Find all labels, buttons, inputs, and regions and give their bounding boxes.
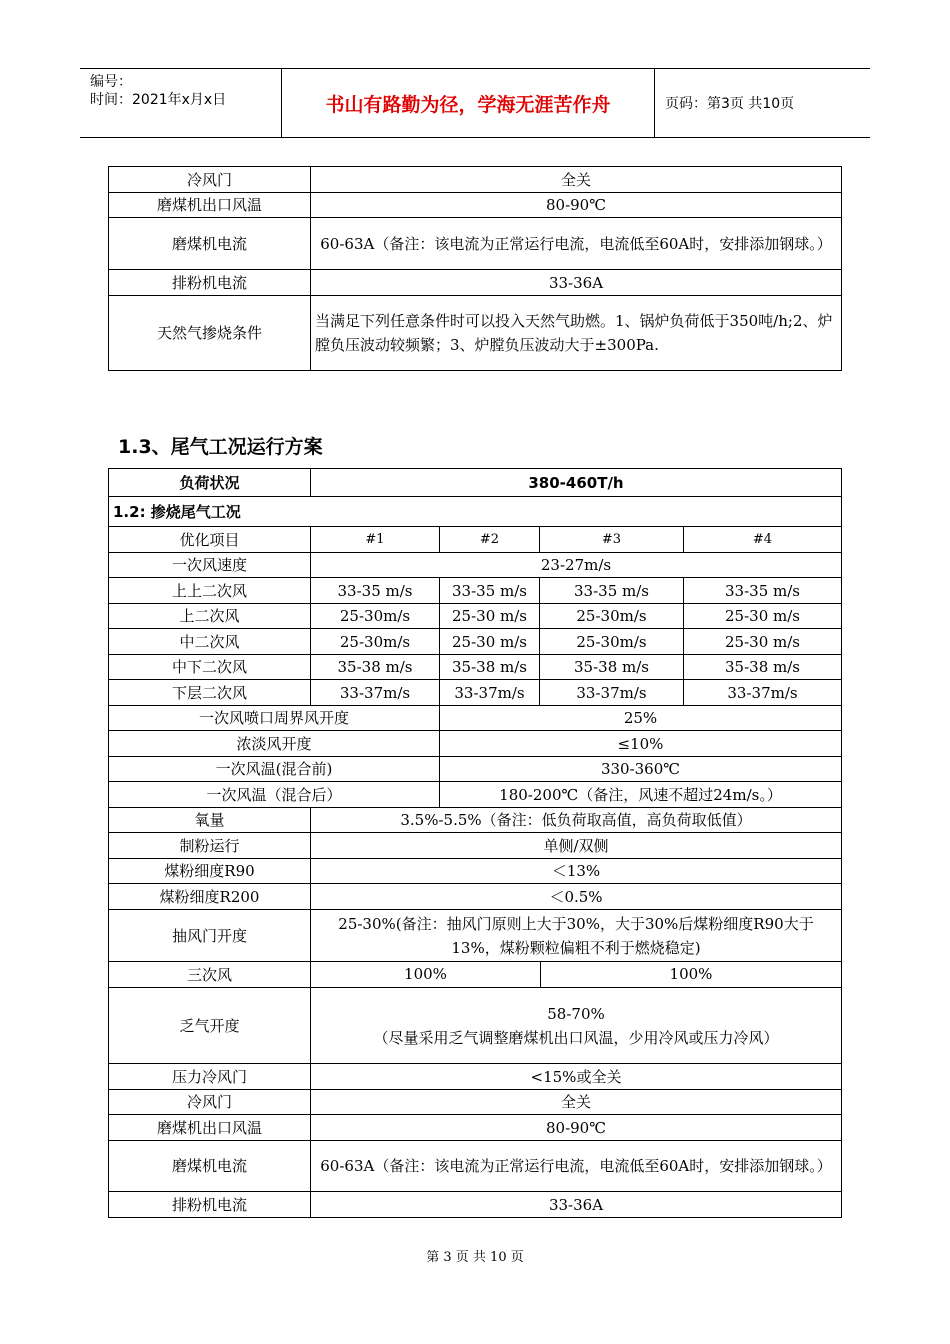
col-head: #1: [311, 527, 440, 553]
table-row: [109, 962, 842, 988]
row-value: 25%: [440, 706, 842, 731]
page-header: [80, 68, 870, 138]
table-row: [109, 731, 842, 757]
cell: 33-37m/s: [540, 680, 684, 706]
cell: 33-35 m/s: [440, 578, 540, 604]
sub-title: 1.2: 掺烧尾气工况: [109, 497, 842, 527]
table-row: [109, 988, 842, 1064]
table-row: [109, 1064, 842, 1090]
row-label: 排粉机电流: [109, 1192, 311, 1218]
table-row: [109, 218, 842, 270]
cell: 33-37m/s: [440, 680, 540, 706]
table-row: [109, 884, 842, 910]
table-row: [109, 1090, 842, 1115]
row-label: 磨煤机出口风温: [109, 193, 311, 218]
row-value: 3.5%-5.5%（备注：低负荷取高值，高负荷取低值）: [311, 808, 842, 833]
row-value: 23-27m/s: [311, 553, 842, 578]
row-label: 一次风喷口周界风开度: [109, 706, 440, 731]
table-row: [109, 604, 842, 629]
table-row: [109, 469, 842, 497]
table-row: [109, 296, 842, 371]
cell: 33-35 m/s: [540, 578, 684, 604]
table-row: [109, 910, 842, 962]
row-label: 天然气掺烧条件: [109, 296, 311, 371]
col-head: #2: [440, 527, 540, 553]
table-row: [109, 859, 842, 884]
load-label: 负荷状况: [109, 469, 311, 497]
cell: 33-35 m/s: [311, 578, 440, 604]
row-value: 180-200℃（备注，风速不超过24m/s。）: [440, 782, 842, 808]
row-label: 一次风速度: [109, 553, 311, 578]
cell: 25-30 m/s: [440, 604, 540, 629]
tertiary-right: 100%: [669, 965, 713, 983]
table-row: [109, 1141, 842, 1192]
col-head: 优化项目: [109, 527, 311, 553]
cell: 25-30m/s: [540, 629, 684, 655]
row-label: 一次风温（混合后）: [109, 782, 440, 808]
row-label: 冷风门: [109, 167, 311, 193]
table-row: [109, 167, 842, 193]
tertiary-left: 100%: [311, 962, 541, 987]
row-label: 排粉机电流: [109, 270, 311, 296]
row-label: 煤粉细度R90: [109, 859, 311, 884]
table-row: [109, 782, 842, 808]
row-value: 当满足下列任意条件时可以投入天然气助燃。1、锅炉负荷低于350吨/h;2、炉膛负压波动较频繁；3、炉膛负压波动大于±300Pa.: [311, 296, 842, 371]
row-label: 一次风温(混合前): [109, 757, 440, 782]
tertiary-split: [311, 962, 842, 988]
row-value: 58-70%: [547, 1004, 605, 1023]
cell: 25-30 m/s: [440, 629, 540, 655]
row-label: 下层二次风: [109, 680, 311, 706]
cell: 25-30m/s: [540, 604, 684, 629]
table-row: [109, 1115, 842, 1141]
row-value-multi: [311, 988, 842, 1064]
table-row: [109, 1192, 842, 1218]
row-label: 煤粉细度R200: [109, 884, 311, 910]
row-value: 单侧/双侧: [311, 833, 842, 859]
header-meta: [80, 69, 282, 137]
row-label: 制粉运行: [109, 833, 311, 859]
row-label: 浓淡风开度: [109, 731, 440, 757]
table-row: [109, 680, 842, 706]
row-note: （尽量采用乏气调整磨煤机出口风温，少用冷风或压力冷风）: [373, 1028, 779, 1047]
table-row: [109, 833, 842, 859]
cell: 35-38 m/s: [311, 655, 440, 680]
row-label: 三次风: [109, 962, 311, 988]
row-label: 中下二次风: [109, 655, 311, 680]
row-value: 33-36A: [311, 270, 842, 296]
row-value: 80-90℃: [311, 1115, 842, 1141]
row-value: 全关: [311, 167, 842, 193]
table-row: [109, 193, 842, 218]
table-head-row: [109, 527, 842, 553]
operation-table-top: [108, 166, 842, 371]
row-value: 全关: [311, 1090, 842, 1115]
table-row: [109, 497, 842, 527]
row-value: ≤10%: [440, 731, 842, 757]
cell: 35-38 m/s: [684, 655, 842, 680]
section-title: 1.3、尾气工况运行方案: [118, 436, 323, 458]
row-value: 60-63A（备注：该电流为正常运行电流，电流低至60A时，安排添加钢球。）: [311, 1141, 842, 1192]
row-value: 25-30%(备注：抽风门原则上大于30%，大于30%后煤粉细度R90大于13%，煤粉颗粒偏粗不利于燃烧稳定): [311, 910, 842, 962]
row-value: ＜0.5%: [311, 884, 842, 910]
col-head: #4: [684, 527, 842, 553]
cell: 33-37m/s: [311, 680, 440, 706]
row-value: ＜13%: [311, 859, 842, 884]
col-head: #3: [540, 527, 684, 553]
row-value: 60-63A（备注：该电流为正常运行电流，电流低至60A时，安排添加钢球。）: [311, 218, 842, 270]
row-label: 抽风门开度: [109, 910, 311, 962]
table-row: [109, 757, 842, 782]
row-label: 上二次风: [109, 604, 311, 629]
cell: 25-30m/s: [311, 604, 440, 629]
table-row: [109, 553, 842, 578]
cell: 33-35 m/s: [684, 578, 842, 604]
cell: 35-38 m/s: [440, 655, 540, 680]
cell: 25-30 m/s: [684, 604, 842, 629]
load-value: 380-460T/h: [311, 469, 842, 497]
row-label: 冷风门: [109, 1090, 311, 1115]
row-value: <15%或全关: [311, 1064, 842, 1090]
cell: 25-30m/s: [311, 629, 440, 655]
operation-table-tail-gas: [108, 468, 842, 1218]
row-value: 80-90℃: [311, 193, 842, 218]
row-label: 上上二次风: [109, 578, 311, 604]
row-label: 中二次风: [109, 629, 311, 655]
table-row: [109, 578, 842, 604]
table-row: [109, 629, 842, 655]
page-footer: 第 3 页 共 10 页: [426, 1250, 524, 1265]
table-row: [109, 655, 842, 680]
header-page-number: 页码：第3页 共10页: [665, 96, 795, 112]
row-label: 压力冷风门: [109, 1064, 311, 1090]
cell: 33-37m/s: [684, 680, 842, 706]
cell: 25-30 m/s: [684, 629, 842, 655]
row-label: 磨煤机电流: [109, 218, 311, 270]
row-value: 330-360℃: [440, 757, 842, 782]
table-row: [109, 706, 842, 731]
cell: 35-38 m/s: [540, 655, 684, 680]
header-motto: 书山有路勤为径，学海无涯苦作舟: [282, 69, 655, 137]
row-label: 氧量: [109, 808, 311, 833]
row-value: 33-36A: [311, 1192, 842, 1218]
row-label: 磨煤机出口风温: [109, 1115, 311, 1141]
row-label: 磨煤机电流: [109, 1141, 311, 1192]
table-row: [109, 808, 842, 833]
table-row: [109, 270, 842, 296]
doc-date: 时间：2021年x月x日: [90, 92, 227, 108]
row-label: 乏气开度: [109, 988, 311, 1064]
doc-number: 编号：: [90, 74, 132, 90]
